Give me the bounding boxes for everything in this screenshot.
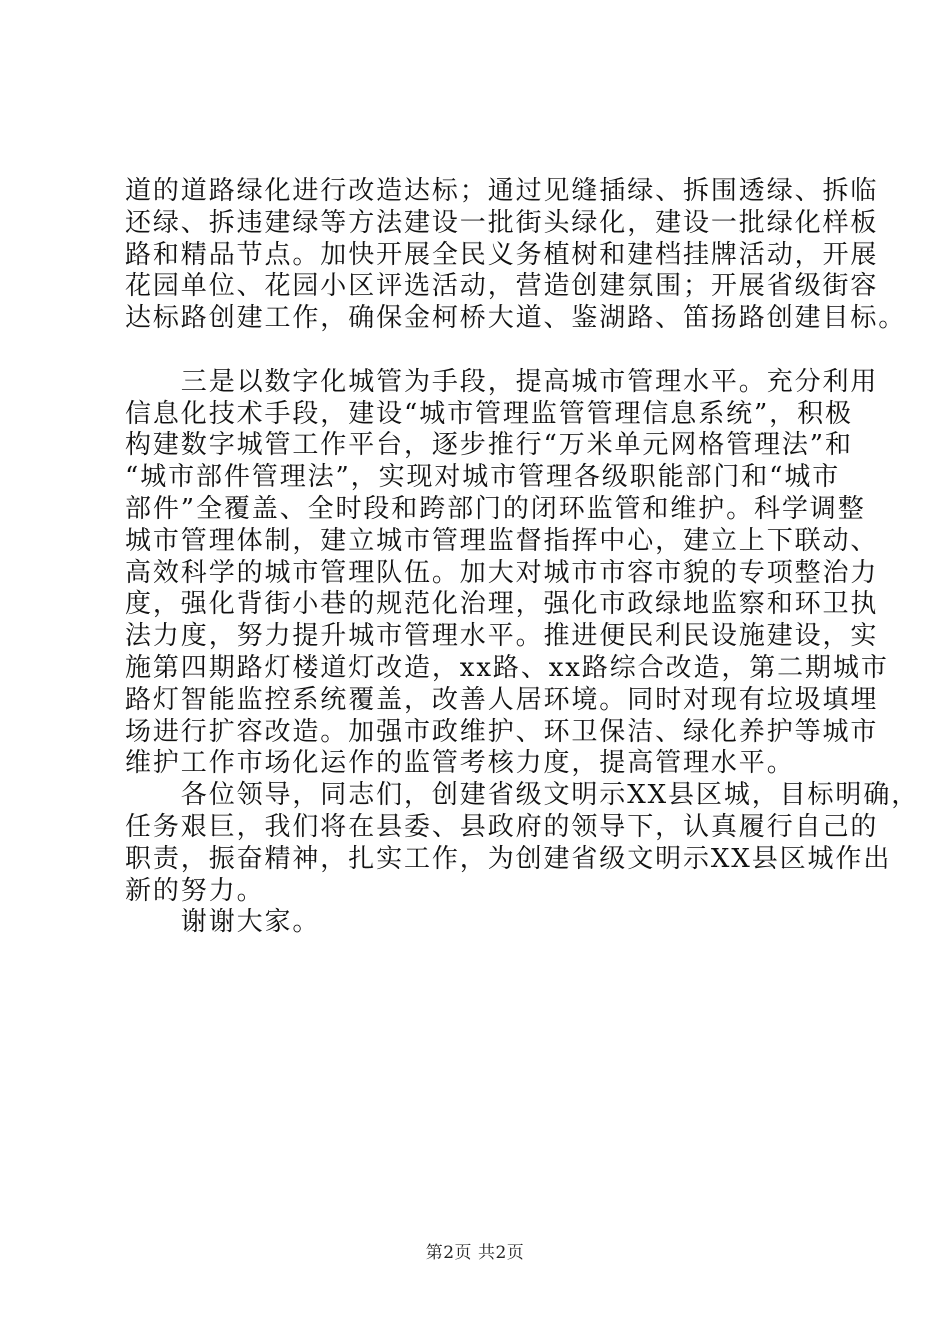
text-line: 高效科学的城市管理队伍。加大对城市市容市貌的专项整治力 <box>125 557 879 588</box>
paragraph-greening <box>125 176 907 335</box>
text-line: 部件”全覆盖、全时段和跨部门的闭环监管和维护。科学调整 <box>125 493 866 524</box>
text-line: 路灯智能监控系统覆盖，改善人居环境。同时对现有垃圾填埋 <box>125 684 879 715</box>
text-line: 谢谢大家。 <box>125 907 321 938</box>
text-line: 各位领导，同志们，创建省级文明示XX县区城，目标明确， <box>125 780 920 811</box>
paragraph-digital-management <box>125 366 889 780</box>
text-line: 还绿、拆违建绿等方法建设一批街头绿化，建设一批绿化样板 <box>125 207 879 238</box>
text-line: 任务艰巨，我们将在县委、县政府的领导下，认真履行自己的 <box>125 811 879 842</box>
text-line: 施第四期路灯楼道灯改造，xx路、xx路综合改造，第二期城市 <box>125 652 889 683</box>
text-line: 路和精品节点。加快开展全民义务植树和建档挂牌活动，开展 <box>125 239 879 270</box>
document-body <box>125 176 920 939</box>
text-line: 构建数字城管工作平台，逐步推行“万米单元网格管理法”和 <box>125 430 853 461</box>
paragraph-spacer <box>125 335 845 367</box>
text-line: 道的道路绿化进行改造达标；通过见缝插绿、拆围透绿、拆临 <box>125 176 879 206</box>
text-line: 法力度，努力提升城市管理水平。推进便民利民设施建设，实 <box>125 621 879 652</box>
text-line: 信息化技术手段，建设“城市管理监管管理信息系统”，积极 <box>125 398 853 429</box>
text-line: 度，强化背街小巷的规范化治理，强化市政绿地监察和环卫执 <box>125 589 879 620</box>
text-line: 花园单位、花园小区评选活动，营造创建氛围；开展省级街容 <box>125 271 879 302</box>
text-line: 新的努力。 <box>125 875 265 906</box>
text-line: “城市部件管理法”，实现对城市管理各级职能部门和“城市 <box>125 462 841 493</box>
text-line: 城市管理体制，建立城市管理监督指挥中心，建立上下联动、 <box>125 525 879 556</box>
paragraph-closing <box>125 780 920 907</box>
text-line: 维护工作市场化运作的监管考核力度，提高管理水平。 <box>125 748 795 779</box>
page-number-footer: 第2页 共2页 <box>425 1243 525 1263</box>
text-line: 场进行扩容改造。加强市政维护、环卫保洁、绿化养护等城市 <box>125 716 879 747</box>
text-line: 职责，振奋精神，扎实工作，为创建省级文明示XX县区城作出 <box>125 843 892 874</box>
text-line: 三是以数字化城管为手段，提高城市管理水平。充分利用 <box>125 366 879 397</box>
text-line: 达标路创建工作，确保金柯桥大道、鉴湖路、笛扬路创建目标。 <box>125 303 907 334</box>
paragraph-thanks <box>125 907 845 939</box>
